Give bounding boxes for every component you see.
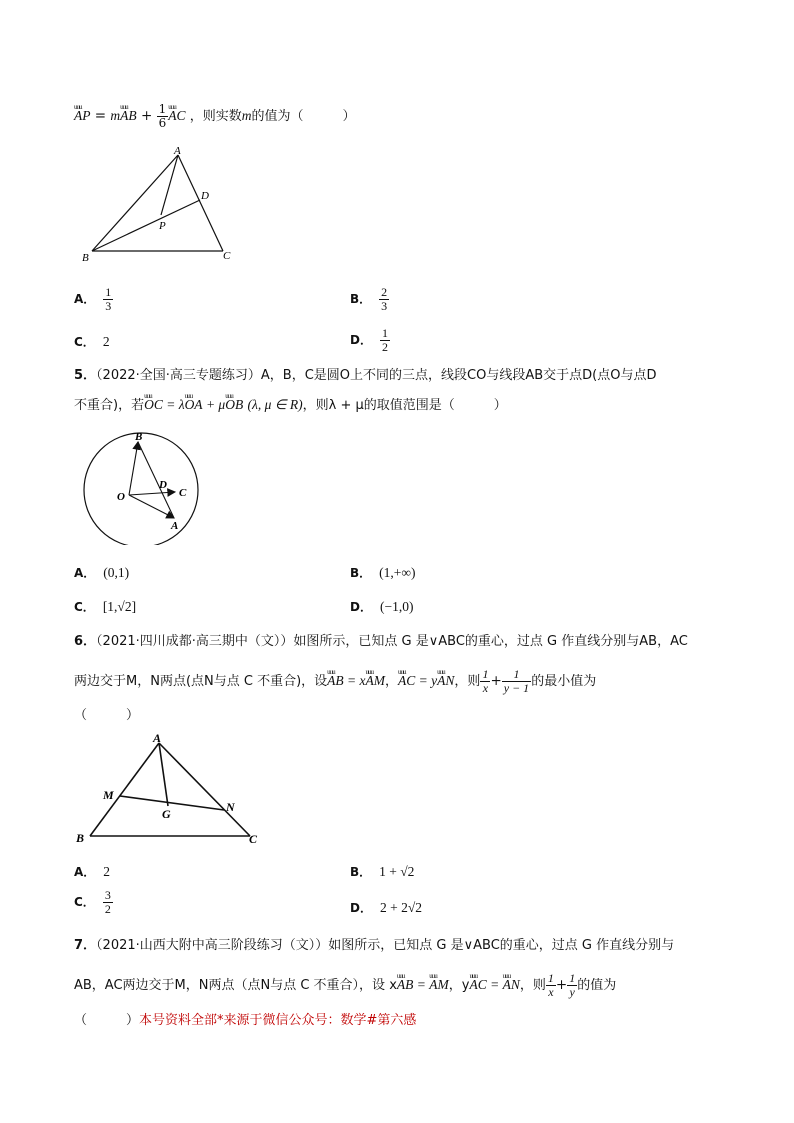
q4-stem: uuu AP = muuu AB + $\frac{1}{6}$ uuu AC ，则实数m的值为（ ）	[74, 103, 356, 130]
q6-label-b: B	[76, 831, 85, 845]
q6-option-b[interactable]: B． 1 + √2	[350, 864, 415, 879]
q4-fraction: $\frac{1}{6}$	[158, 102, 167, 130]
q6-label-a: A	[153, 731, 162, 745]
q5-label-b: B	[135, 431, 143, 443]
q5-option-a[interactable]: A． (0,1)	[74, 565, 130, 580]
q5-option-c[interactable]: C． [1,√2]	[74, 599, 137, 614]
q4-label-b: B	[82, 252, 89, 264]
q4-option-c[interactable]: C． 2	[74, 334, 110, 349]
q5-option-d[interactable]: D． (−1,0)	[350, 599, 414, 614]
q6-label-c: C	[249, 832, 258, 846]
q4-option-a[interactable]: A． $\frac{1}{3}$	[74, 285, 112, 313]
q6-label-n: N	[226, 800, 235, 814]
q4-label-c: C	[223, 250, 231, 262]
q5-circle-figure	[72, 425, 207, 545]
q5-label-d: D	[159, 479, 167, 491]
q4-label-a: A	[174, 145, 181, 157]
q7-stem-line1: 7．（2021·山西大附中高三阶段练习（文））如图所示，已知点 G 是∨ABC的重心，过点 G 作直线分别与	[74, 938, 675, 953]
q6-option-c[interactable]: C． $\frac{3}{2}$	[74, 888, 111, 916]
q4-label-p: P	[159, 220, 166, 232]
q7-stem-line2: AB，AC两边交于M，N两点（点N与点 C 不重合），设 xuuu AB = uuu AM，yuuu AC = uuu AN，则 $\frac{1}{x}$ + $\frac{1}{y}$ 的值为	[74, 972, 616, 999]
q6-stem-line1: 6．（2021·四川成都·高三期中（文））如图所示，已知点 G 是∨ABC的重心，过点 G 作直线分别与AB，AC	[74, 634, 688, 649]
q6-option-d[interactable]: D． 2 + 2√2	[350, 900, 422, 915]
q5-stem-line2: 不重合)，若uuu OC = λuuu OA + μuuu OB (λ, μ ∈ R)，则λ + μ的取值范围是（ ）	[74, 396, 507, 415]
promo-text: 本号资料全部*来源于微信公众号：数学#第六感	[139, 1013, 417, 1028]
q6-stem-line3: （ ）	[74, 708, 140, 723]
q7-stem-line3: （ ）本号资料全部*来源于微信公众号：数学#第六感	[74, 1013, 417, 1028]
q5-label-c: C	[179, 487, 187, 499]
q6-triangle-figure	[72, 728, 272, 850]
q4-label-d: D	[201, 190, 209, 202]
q4-triangle-figure	[78, 143, 248, 268]
q6-option-a[interactable]: A． 2	[74, 864, 111, 879]
q5-stem-line1: 5．（2022·全国·高三专题练习）A，B，C是圆O上不同的三点，线段CO与线段AB交于点D(点O与点D	[74, 368, 657, 383]
q5-option-b[interactable]: B． (1,+∞)	[350, 565, 416, 580]
q6-stem-line2: 两边交于M，N两点(点N与点 C 不重合)，设uuu AB = xuuu AM，uuu AC = yuuu AN，则 $\frac{1}{x}$ + $\frac{1}{y - 1}$ 的最小值为	[74, 668, 596, 695]
q5-label-a: A	[171, 520, 179, 532]
q5-label-o: O	[117, 491, 125, 503]
q4-option-b[interactable]: B． $\frac{2}{3}$	[350, 285, 388, 313]
q6-label-g: G	[162, 807, 171, 821]
q6-label-m: M	[103, 788, 114, 802]
q4-option-d[interactable]: D． $\frac{1}{2}$	[350, 326, 388, 354]
